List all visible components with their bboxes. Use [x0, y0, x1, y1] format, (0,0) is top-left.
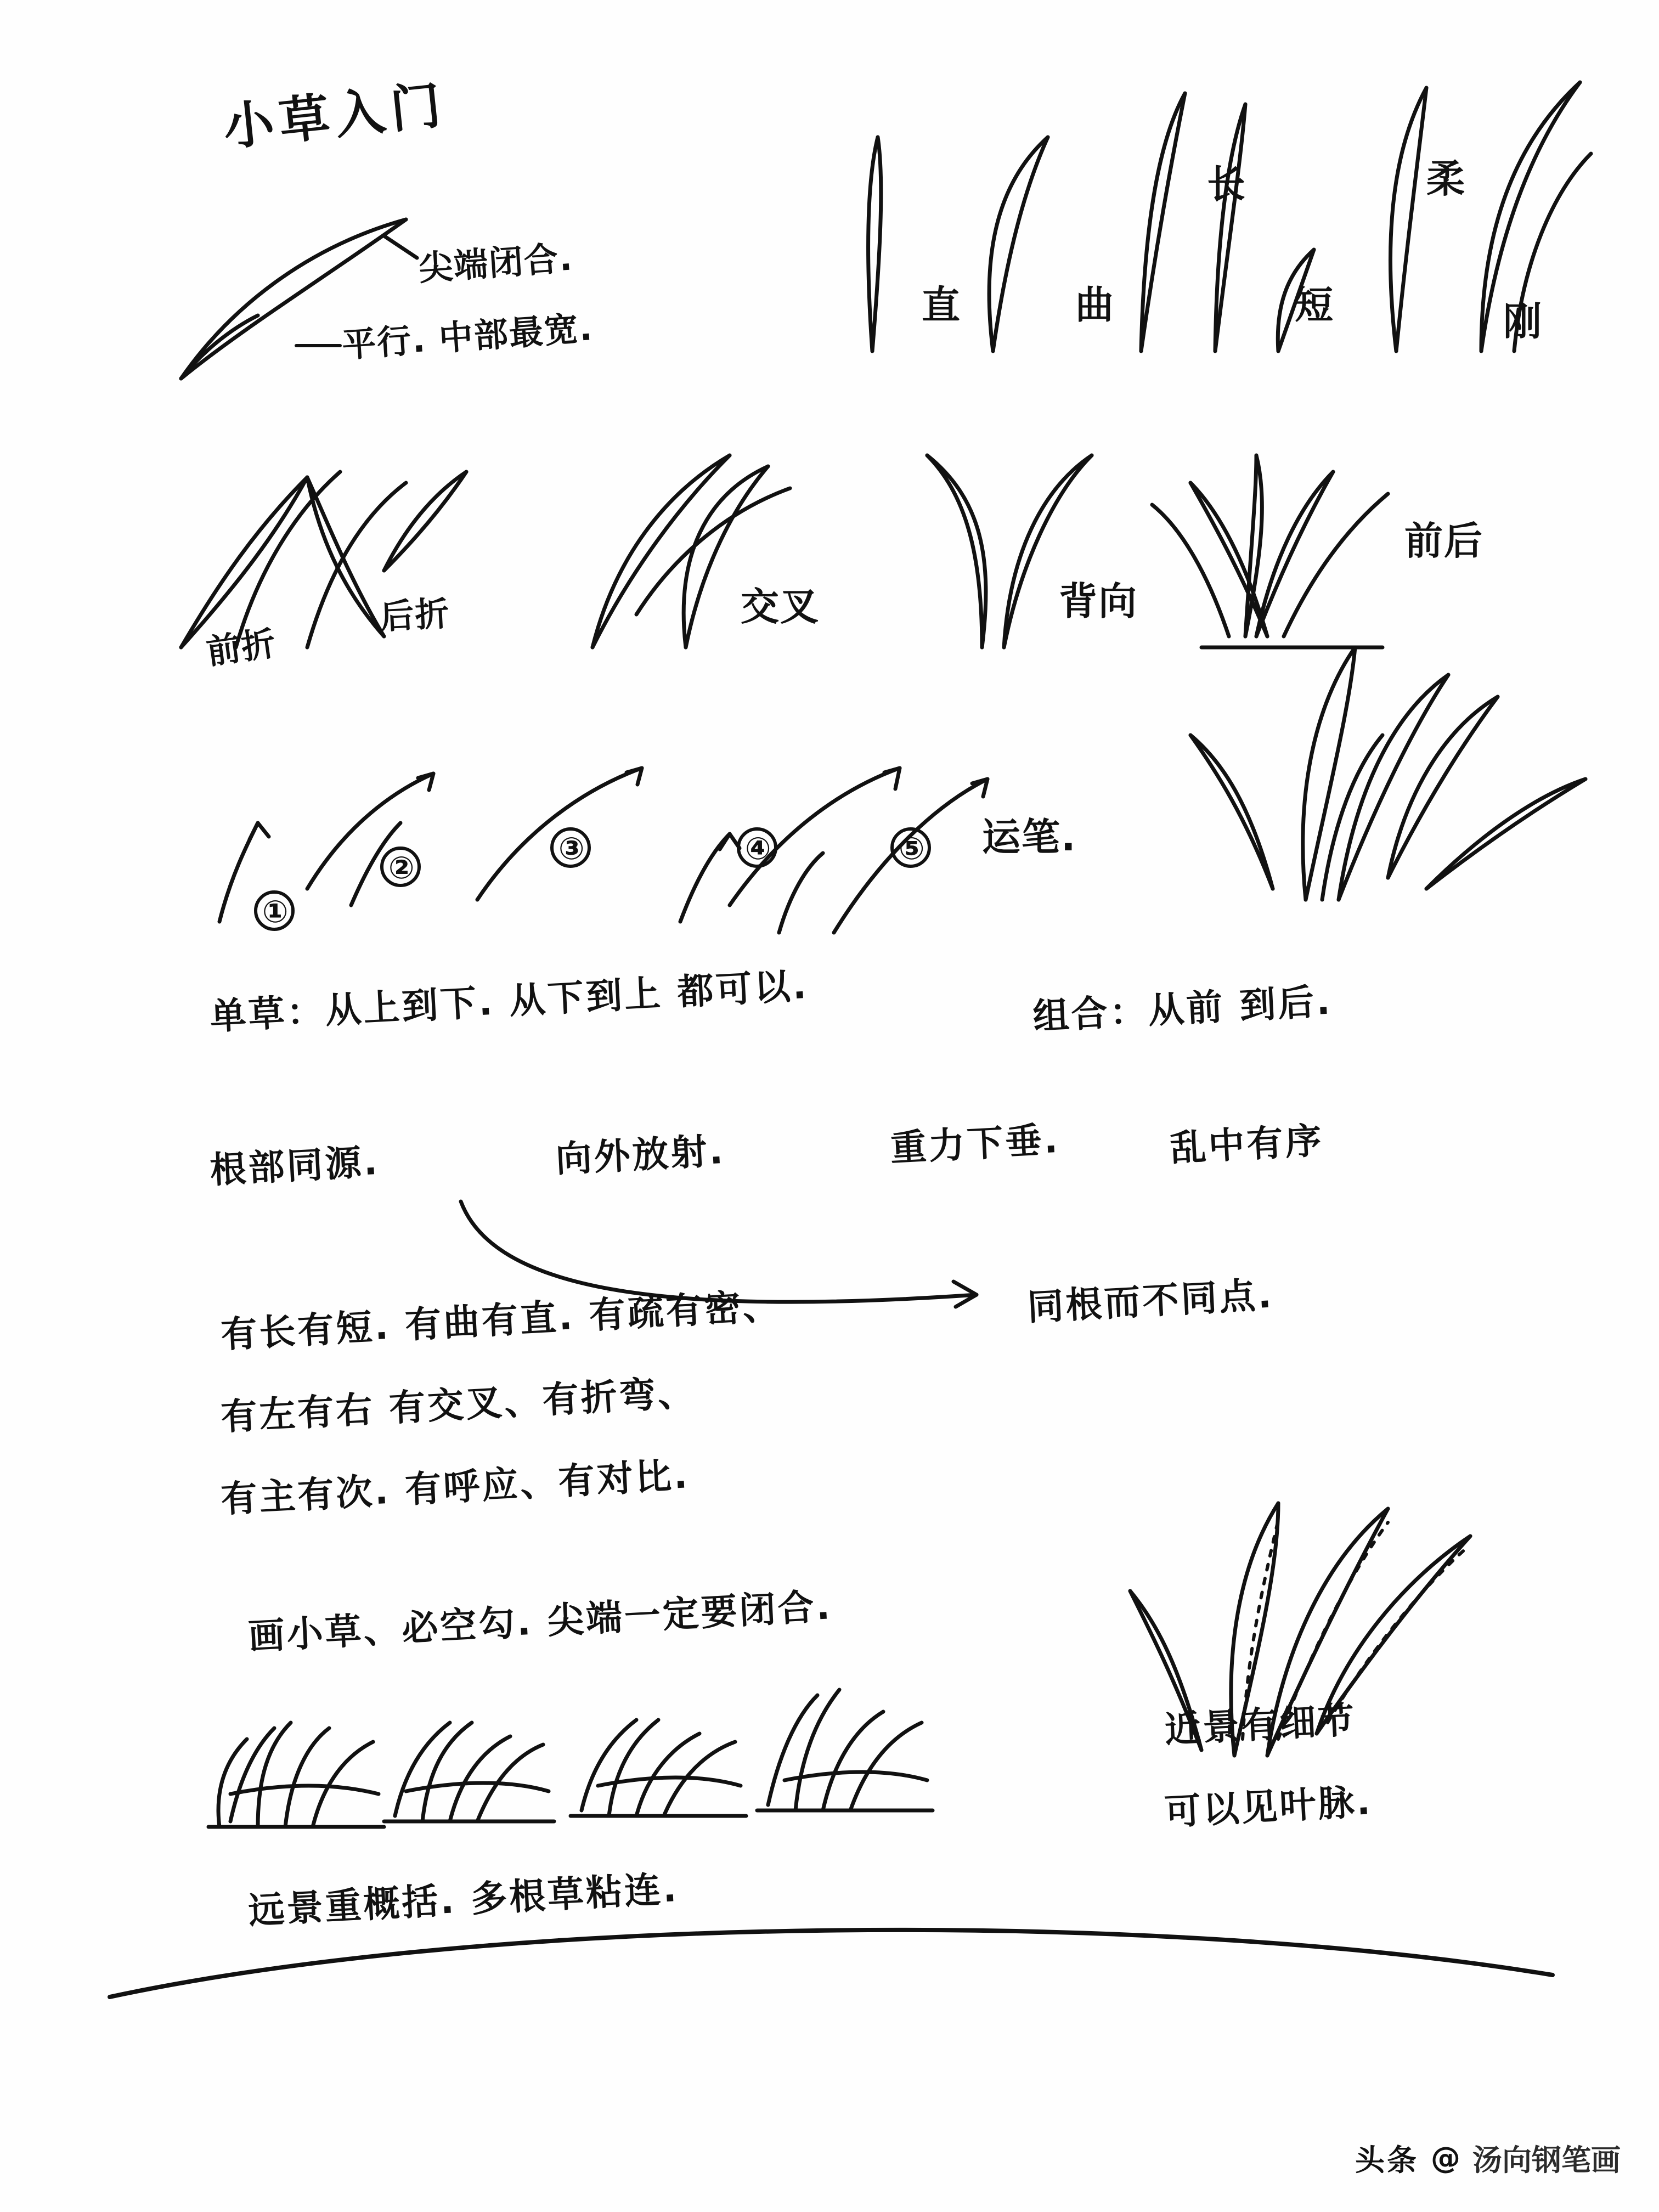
watermark	[1355, 2137, 1621, 2179]
rule-combination: 组合：从前 到后.	[1031, 980, 1334, 1038]
rule-far-scenery: 远景重概括. 多根草粘连.	[247, 1867, 680, 1932]
page-title: 小草入门	[221, 75, 450, 157]
rule-key-note: 画小草、必空勾. 尖端一定要闭合.	[247, 1585, 833, 1658]
label-cross: 交叉	[741, 584, 820, 629]
stroke-order-arrows	[219, 768, 988, 933]
label-stroke-rigid: 刚	[1503, 299, 1543, 344]
label-stroke-long: 长	[1207, 162, 1246, 207]
blade-tuft-large	[1190, 647, 1585, 900]
rule-pair-3: 有主有次. 有呼应、有对比.	[219, 1454, 691, 1521]
stroke-order-circles	[256, 829, 929, 929]
stroke-type-blades	[868, 82, 1591, 351]
rule-pair-1: 有长有短. 有曲有直. 有疏有密、	[219, 1284, 782, 1356]
stroke-order-4: ④	[745, 831, 772, 867]
rule-same-root-diff-point: 同根而不同点.	[1026, 1273, 1275, 1329]
label-back-fold: 后折	[379, 593, 452, 637]
label-front-rear: 前后	[1404, 518, 1483, 563]
stroke-order-3: ③	[558, 831, 586, 867]
rule-gravity-droop: 重力下垂.	[889, 1118, 1061, 1170]
rule-near-scenery-2: 可以见叶脉.	[1163, 1780, 1374, 1833]
label-stroke-straight: 直	[922, 283, 961, 328]
rule-order-in-chaos: 乱中有序	[1169, 1119, 1325, 1170]
far-scenery-grass	[208, 1690, 933, 1827]
horizon-line	[110, 1930, 1553, 1997]
label-stroke-curved: 曲	[1075, 283, 1115, 328]
rule-pair-2: 有左有右 有交叉、有折弯、	[219, 1371, 697, 1438]
label-back-facing: 背向	[1059, 579, 1138, 624]
label-stroke-short: 短	[1295, 283, 1334, 328]
label-parallel-widest: 平行. 中部最宽.	[340, 307, 595, 365]
label-tip-closed: 尖端闭合.	[417, 238, 574, 289]
label-front-fold: 前折	[204, 623, 279, 673]
stroke-order-2: ②	[388, 850, 416, 886]
rule-radiate-outward: 向外放射.	[554, 1129, 726, 1181]
label-stroke-soft: 柔	[1426, 156, 1466, 201]
rule-near-scenery-1: 近景有细节	[1163, 1699, 1358, 1751]
stroke-order-1: ①	[262, 894, 290, 930]
stroke-order-5: ⑤	[899, 831, 926, 867]
rule-same-root: 根部同源.	[208, 1140, 381, 1192]
watermark-author: 汤向钢笔画	[1472, 2143, 1621, 2177]
label-brush-motion: 运笔.	[982, 815, 1077, 860]
watermark-logo: 头条	[1355, 2143, 1419, 2177]
blade-group-front-rear	[1152, 455, 1388, 647]
watermark-at-symbol: @	[1431, 2141, 1460, 2175]
rule-single-grass: 单草：从上到下. 从下到上 都可以.	[208, 964, 810, 1038]
